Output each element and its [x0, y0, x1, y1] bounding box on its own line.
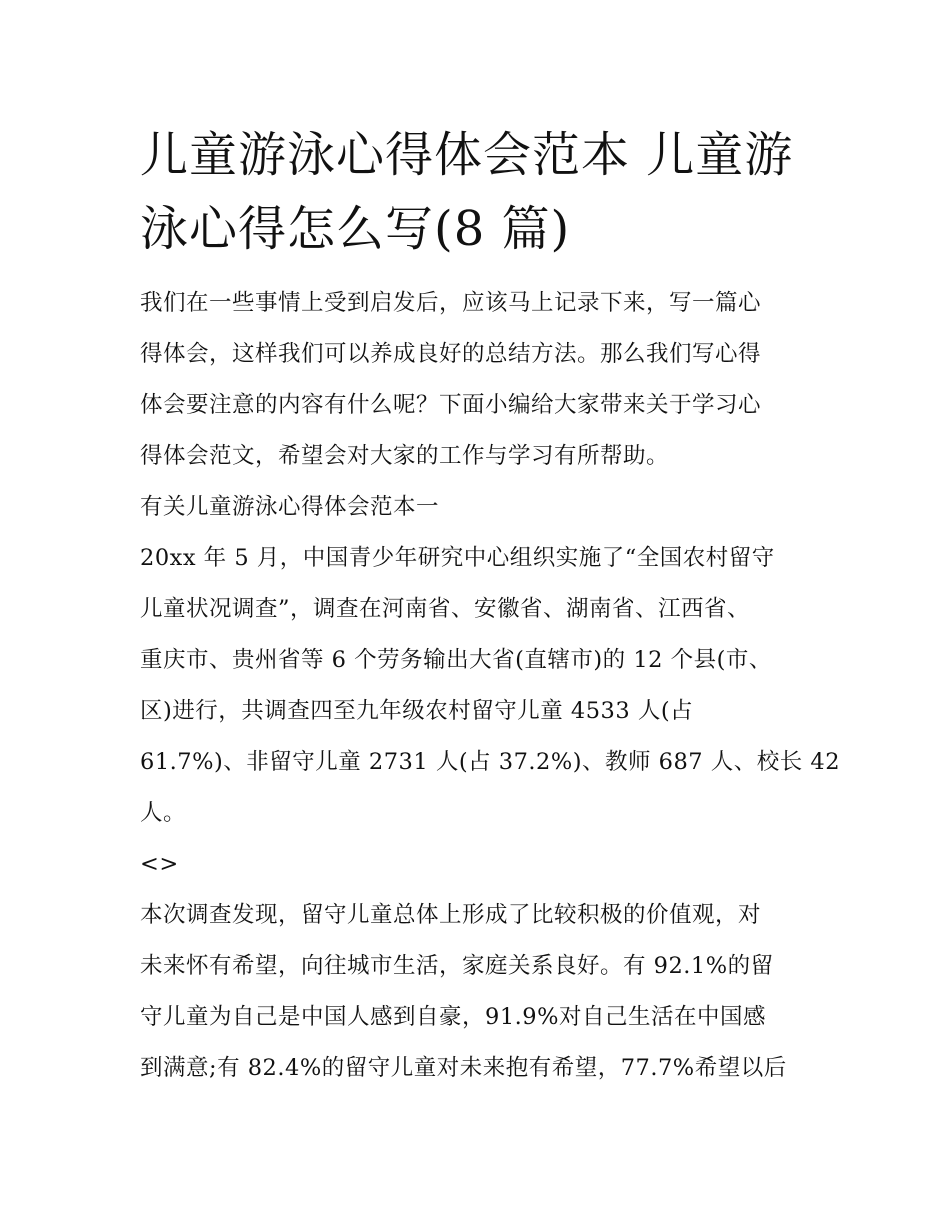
- document-title: [140, 118, 812, 266]
- title-line-2: 泳心得怎么写(8 篇): [140, 201, 571, 257]
- placeholder-text: <>: [140, 851, 179, 877]
- findings-line-4: 到满意;有 82.4%的留守儿童对未来抱有希望，77.7%希望以后: [140, 1055, 787, 1081]
- survey-line-2: 儿童状况调查”，调查在河南省、安徽省、湖南省、江西省、: [140, 596, 751, 622]
- survey-paragraph: [140, 533, 841, 839]
- intro-line-3: 体会要注意的内容有什么呢？下面小编给大家带来关于学习心: [140, 392, 762, 418]
- findings-line-2: 未来怀有希望，向往城市生活，家庭关系良好。有 92.1%的留: [140, 953, 774, 979]
- survey-line-5: 61.7%)、非留守儿童 2731 人(占 37.2%)、教师 687 人、校长 42: [140, 749, 841, 775]
- placeholder-paragraph: [140, 839, 812, 890]
- survey-line-6: 人。: [140, 800, 187, 826]
- document-body: [140, 278, 841, 1094]
- section-heading: [140, 482, 812, 533]
- survey-line-4: 区)进行，共调查四至九年级农村留守儿童 4533 人(占: [140, 698, 694, 724]
- intro-paragraph: [140, 278, 812, 482]
- intro-line-1: 我们在一些事情上受到启发后，应该马上记录下来，写一篇心: [140, 290, 762, 316]
- title-line-1: 儿童游泳心得体会范本 儿童游: [140, 127, 794, 183]
- findings-line-3: 守儿童为自己是中国人感到自豪，91.9%对自己生活在中国感: [140, 1004, 766, 1030]
- section-heading-text: 有关儿童游泳心得体会范本一: [140, 494, 440, 520]
- findings-line-1: 本次调查发现，留守儿童总体上形成了比较积极的价值观，对: [140, 902, 762, 928]
- intro-line-2: 得体会，这样我们可以养成良好的总结方法。那么我们写心得: [140, 341, 762, 367]
- findings-paragraph: [140, 890, 812, 1094]
- intro-line-4: 得体会范文，希望会对大家的工作与学习有所帮助。: [140, 443, 670, 469]
- survey-line-1: 20xx 年 5 月，中国青少年研究中心组织实施了“全国农村留守: [140, 545, 775, 571]
- survey-line-3: 重庆市、贵州省等 6 个劳务输出大省(直辖市)的 12 个县(市、: [140, 647, 772, 673]
